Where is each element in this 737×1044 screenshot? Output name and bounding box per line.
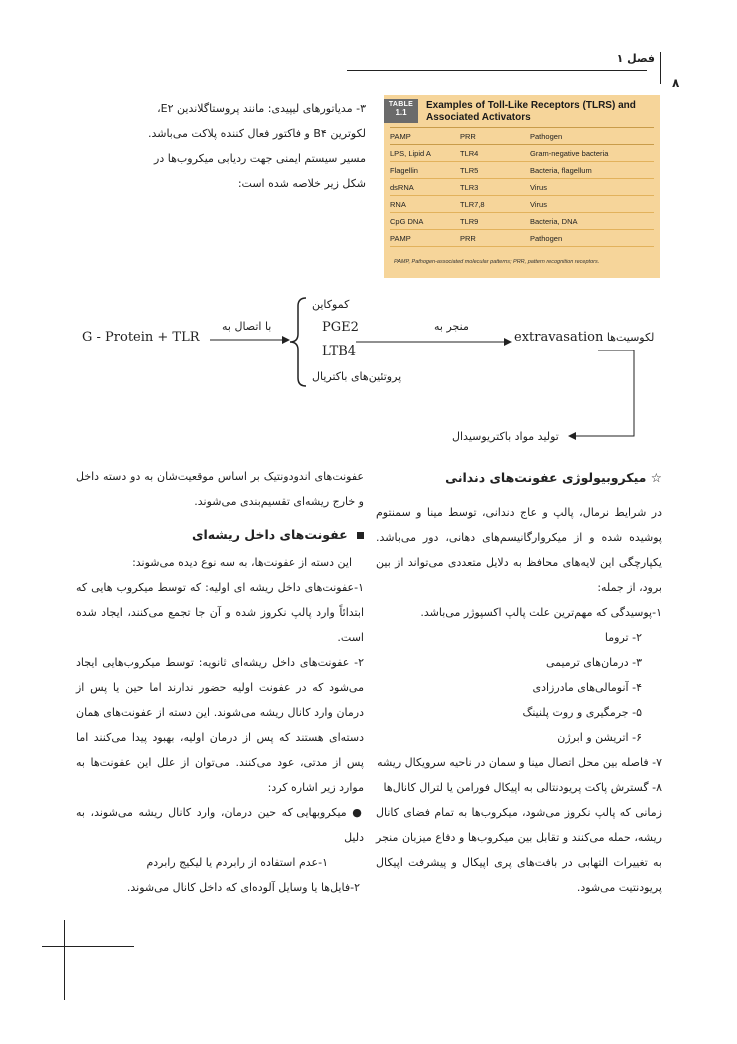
cause-item: ۴- آنومالی‌های مادرزادی <box>532 681 642 694</box>
table-cell: TLR9 <box>460 216 479 226</box>
table-cell: TLR4 <box>460 148 479 158</box>
section-title-text: عفونت‌های داخل ریشه‌ای <box>192 527 348 542</box>
cause-item: ۵- جرمگیری و روت پلنینگ <box>522 706 642 719</box>
brace-item-bacterial-proteins: پروتئین‌های باکتریال <box>312 370 402 383</box>
table-footnote: PAMP, Pathogen-associated molecular patterns; PRR, pattern recognition receptors. <box>394 259 600 265</box>
cause-item: ۳- درمان‌های ترمیمی <box>545 656 642 669</box>
table-cell: Virus <box>530 199 547 209</box>
endo-lead: این دسته از عفونت‌ها، به سه نوع دیده می‌شوند: <box>132 556 352 569</box>
endo-intro: عفونت‌های اندودونتیک بر اساس موقعیت‌شان به دو دسته داخل و خارج ریشه‌ای تقسیم‌بندی می‌شوند. <box>76 470 364 508</box>
table-cell: TLR3 <box>460 182 479 192</box>
square-bullet-icon <box>357 532 364 539</box>
endo-item-primary: ۱-عفونت‌های داخل ریشه ای اولیه: که توسط میکروب هایی که ابتدائاً وارد پالپ نکروز شده و آن جا تجمع می‌کنند، ایجاد شده است. <box>76 581 364 644</box>
bullet-dot-icon: ● <box>352 806 364 819</box>
endo-item-secondary: ۲- عفونت‌های داخل ریشه‌ای ثانویه: توسط میکروب‌هایی ایجاد می‌شود که در عفونت اولیه حضور ندارند اما حین یا پس از درمان وارد کانال ریشه می‌شوند. این دسته از عفونت‌های همان دسته‌ای هستند که پس از درمان اولیه، بهبود پیدا می‌کنند اما پس از مدتی، عود می‌کنند. می‌توان از علل این عفونت‌ها به موارد زیر اشاره کرد: <box>76 656 364 794</box>
brace-item-chemokine: کموکاین <box>312 298 350 311</box>
section-title-intraradicular <box>76 520 364 550</box>
diagram-arrow2 <box>356 336 512 348</box>
table-cell: RNA <box>390 199 406 209</box>
table-header-row <box>390 127 654 145</box>
table-cell: Gram-negative bacteria <box>530 148 609 158</box>
section-title-microbiology <box>376 464 662 492</box>
diagram-bottom-label: تولید مواد باکتریوسیدال <box>452 430 559 443</box>
table-tag <box>384 99 418 123</box>
microbiology-intro: در شرایط نرمال، پالپ و عاج دندانی، توسط مینا و سمنتوم پوشیده شده و از میکروارگانیسم‌های دهانی، دور می‌باشد. یکپارچگی این لایه‌های محافظ به دلایل متعددی می‌تواند از بین برود، از جمله: <box>376 506 662 594</box>
table-cell: Pathogen <box>530 233 563 243</box>
table-cell: CpG DNA <box>390 216 424 226</box>
brace-item-ltb4: LTB4 <box>322 344 357 359</box>
crop-mark-horizontal <box>42 946 134 947</box>
section-title-text: میکروبیولوژی عفونت‌های دندانی <box>445 470 647 485</box>
header-divider <box>660 52 661 84</box>
table-row <box>390 145 654 162</box>
left-section <box>76 464 364 900</box>
table-row <box>390 162 654 179</box>
table-cell: TLR7,8 <box>460 199 485 209</box>
diagram-brace <box>288 296 310 388</box>
crop-mark-vertical <box>64 920 65 1000</box>
diagram-result <box>514 330 654 345</box>
table-cell: Bacteria, DNA <box>530 216 578 226</box>
table-cell: dsRNA <box>390 182 414 192</box>
table-header-cell: Pathogen <box>530 131 563 141</box>
endo-subitem: ۱-عدم استفاده از رابردم یا لیکیج رابردم <box>146 856 328 869</box>
table-tag-number: 1.1 <box>395 108 407 117</box>
table-header-cell: PAMP <box>390 131 411 141</box>
table-cell: Bacteria, flagellum <box>530 165 592 175</box>
table-cell: PRR <box>460 233 476 243</box>
table-row <box>390 230 654 247</box>
table-cell: Flagellin <box>390 165 418 175</box>
cause-item: ۶- اتریشن و ابرژن <box>557 731 642 744</box>
right-section <box>376 464 662 900</box>
table-row <box>390 179 654 196</box>
diagram-return-arrow <box>568 350 640 442</box>
cause-item: ۷- فاصله بین محل اتصال مینا و سمان در ناحیه سرویکال ریشه <box>377 756 662 769</box>
header-rule <box>347 70 647 71</box>
intro-line: شکل زیر خلاصه شده است: <box>237 177 366 190</box>
intro-line: ۳- مدیاتورهای لیپیدی: مانند پروستاگلاندین E۲، <box>157 102 366 115</box>
tlr-table <box>384 95 660 278</box>
table-row <box>390 196 654 213</box>
result-latin: extravasation <box>514 330 604 345</box>
cause-item: ۸- گسترش پاکت پریودنتالی به اپیکال فورامن یا لترال کانال‌ها <box>383 781 662 794</box>
table-cell: TLR5 <box>460 165 479 175</box>
brace-item-pge2: PGE2 <box>322 320 359 335</box>
endo-bullet-text: میکروبهایی که حین درمان، وارد کانال ریشه می‌شوند، به دلیل <box>76 806 364 844</box>
endo-subitem: ۲-فایل‌ها یا وسایل آلوده‌ای که داخل کانال می‌شوند. <box>126 881 360 894</box>
intro-paragraph <box>78 96 366 196</box>
table-header-cell: PRR <box>460 131 476 141</box>
cause-item: ۲- تروما <box>604 631 642 644</box>
table-tag-word: TABLE <box>388 101 414 108</box>
microbiology-closing: زمانی که پالپ نکروز می‌شود، میکروب‌ها به تمام فضای کانال ریشه، حمله می‌کنند و تقابل بین میکروب‌ها و دفاع میزبان منجر به تغییرات التهابی در بافت‌های پری اپیکال و پیشرفت اپیکال پریودنتیت می‌شود. <box>376 806 662 894</box>
diagram-arrow1-label: با اتصال به <box>222 320 272 333</box>
table-cell: PAMP <box>390 233 411 243</box>
diagram-arrow2-label: منجر به <box>434 320 469 333</box>
endo-bullet <box>76 800 364 850</box>
chapter-label: فصل ۱ <box>616 52 655 65</box>
table-cell: LPS, Lipid A <box>390 148 431 158</box>
table-grid <box>390 127 654 247</box>
intro-line: مسیر سیستم ایمنی جهت ردیابی میکروب‌ها در <box>154 152 366 165</box>
diagram-arrow1 <box>210 334 290 346</box>
cause-item: ۱-پوسیدگی که مهم‌ترین علت پالپ اکسپوژر می‌باشد. <box>420 606 662 619</box>
page-number: ۸ <box>672 76 680 90</box>
table-row <box>390 213 654 230</box>
result-farsi: لکوسیت‌ها <box>606 331 655 344</box>
diagram-source-label: G - Protein + TLR <box>82 330 200 345</box>
star-icon: ☆ <box>650 470 662 485</box>
table-cell: Virus <box>530 182 547 192</box>
table-title: Examples of Toll-Like Receptors (TLRS) and Associated Activators <box>426 100 636 123</box>
intro-line: لکوترین B۴ و فاکتور فعال کننده پلاکت می‌باشد. <box>147 127 366 140</box>
